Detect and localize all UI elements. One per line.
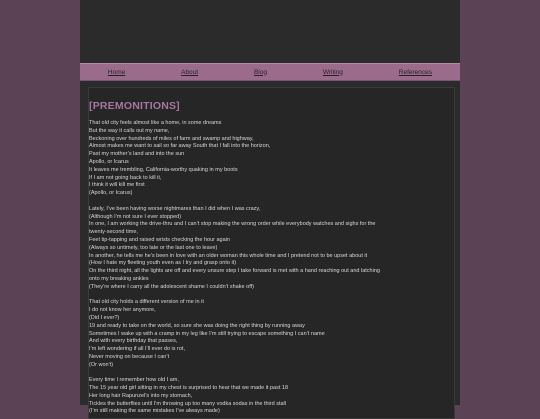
nav-link-writing[interactable]: Writing: [322, 68, 343, 76]
post-content: [88, 87, 455, 419]
poem-line: Tickles the butterflies until I’m throwing up too many vodka sodas in the third stall: [89, 400, 286, 407]
poem-line: That old city feels almost like a home, in some dreams: [89, 120, 222, 126]
poem-line: (They’re where I carry all the adolescent shame I couldn’t shake off): [89, 283, 254, 290]
poem-line: On the third night, all the lights are off and every unsure step I take forward is met with a hand reaching out and latching: [89, 268, 380, 275]
poem-line: 19 and ready to take on the world, so sure she was doing the right thing by running away: [89, 322, 305, 329]
poem-line: Beckoning over hundreds of miles of farm and swamp and highway,: [89, 135, 254, 142]
poem-line: (How I hate my fleeting youth even as I try and grasp onto it): [89, 260, 237, 267]
poem-body: [89, 120, 449, 416]
site-header: [80, 0, 460, 63]
stanza-gap: [89, 292, 449, 300]
poem-line: (Apollo, or Icarus): [89, 190, 133, 197]
nav-link-blog[interactable]: Blog: [253, 68, 267, 76]
poem-line: That old city holds a different version of me in it: [89, 299, 204, 306]
poem-line: (Always so untimely, too late or the last one to leave): [89, 244, 218, 251]
poem-line: Never moving on because I can’t: [89, 353, 170, 360]
poem-line: In another, he tells me he’s been in love with an older woman this whole time and I pretend not to be upset about it: [89, 252, 368, 259]
nav-link-home[interactable]: Home: [107, 68, 126, 76]
nav-bar: [80, 63, 460, 81]
poem-line: (Or won’t): [89, 361, 114, 368]
poem-line: I do not know her anymore,: [89, 307, 156, 314]
poem-line: If I am not going back to kill it,: [89, 174, 162, 181]
poem-line: Past my mother’s land and into the sun: [89, 151, 185, 158]
stanza-gap: [89, 370, 449, 378]
stanza-gap: [89, 198, 449, 206]
poem-line: Almost makes me want to sail so far away South that I fall into the horizon,: [89, 143, 271, 150]
poem-line: (I’m still making the same mistakes I’ve always made): [89, 408, 220, 415]
poem-line: Every time I remember how old I am,: [89, 377, 179, 384]
nav-link-about[interactable]: About: [181, 68, 199, 76]
poem-line: Her long hair Rapunzel’s into my stomach,: [89, 392, 193, 399]
poem-line: But the way it calls out my name,: [89, 127, 170, 134]
poem-line: The 15 year old girl sitting in my chest is surprised to hear that we made it past 18: [89, 385, 289, 392]
poem-line: I think it will kill me first: [89, 182, 145, 189]
poem-line: (Although I’m not sure I ever stopped): [89, 213, 182, 220]
poem-line: (Did I ever?): [89, 314, 120, 321]
poem-line: In one, I am working the drive-thru and I can’t stop making the wrong order while everybody watches and sighs for the: [89, 221, 376, 228]
post-title: [PREMONITIONS]: [89, 100, 180, 112]
page-column: [80, 0, 460, 415]
poem-line: I’m left wondering if all I’ll ever do is rot,: [89, 346, 185, 353]
poem-line: onto my breaking ankles: [89, 275, 149, 282]
poem-line: And with every birthday that passes,: [89, 338, 178, 345]
poem-line: It leaves me trembling, California-worthy quaking in my boots: [89, 166, 238, 173]
poem-line: Apollo, or Icarus: [89, 158, 129, 165]
poem-line: Sometimes I wake up with a cramp in my leg like I’m still trying to escape something I can’t name: [89, 330, 325, 337]
nav-link-references[interactable]: References: [398, 68, 433, 76]
poem-line: twenty-second time,: [89, 229, 138, 236]
poem-line: Feet tip-tapping and raised wrists checking the hour again: [89, 236, 230, 243]
poem-line: Lately, I’ve been having worse nightmares than I did when I was crazy,: [89, 205, 261, 212]
